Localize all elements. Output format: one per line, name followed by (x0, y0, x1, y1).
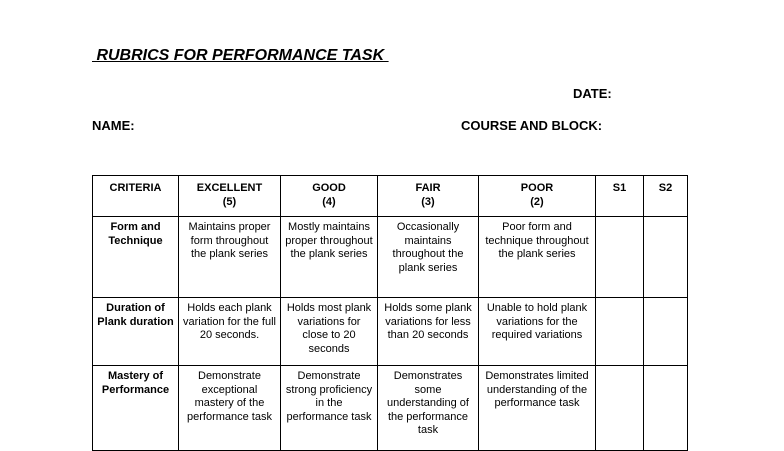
excellent-cell: Holds each plank variation for the full 20 seconds. (179, 298, 281, 366)
fair-cell: Occasionally maintains throughout the plank series (378, 217, 479, 298)
s2-score-cell[interactable] (644, 298, 688, 366)
good-cell: Holds most plank variations for close to 20 seconds (281, 298, 378, 366)
name-label: NAME: (92, 118, 135, 133)
poor-cell: Poor form and technique throughout the plank series (479, 217, 596, 298)
good-cell: Mostly maintains proper throughout the plank series (281, 217, 378, 298)
s1-score-cell[interactable] (596, 366, 644, 451)
s1-score-cell[interactable] (596, 217, 644, 298)
points-fair: (3) (421, 195, 435, 208)
table-row (93, 366, 688, 451)
excellent-cell: Demonstrate exceptional mastery of the performance task (179, 366, 281, 451)
table-row (93, 298, 688, 366)
header-row (93, 176, 688, 217)
good-cell: Demonstrate strong proficiency in the performance task (281, 366, 378, 451)
poor-cell: Unable to hold plank variations for the required variations (479, 298, 596, 366)
header-good: GOOD (4) (281, 176, 378, 217)
criteria-cell: Form and Technique (93, 217, 179, 298)
header-criteria: CRITERIA (93, 176, 179, 217)
s2-score-cell[interactable] (644, 217, 688, 298)
criteria-cell: Duration of Plank duration (93, 298, 179, 366)
header-fair: FAIR (3) (378, 176, 479, 217)
rubric-table (92, 175, 688, 451)
criteria-cell: Mastery of Performance (93, 366, 179, 451)
header-excellent: EXCELLENT (5) (179, 176, 281, 217)
date-label: DATE: (573, 86, 612, 101)
header-s2: S2 (644, 176, 688, 217)
fair-cell: Holds some plank variations for less than 20 seconds (378, 298, 479, 366)
poor-cell: Demonstrates limited understanding of the performance task (479, 366, 596, 451)
s1-score-cell[interactable] (596, 298, 644, 366)
header-s1: S1 (596, 176, 644, 217)
document-title: RUBRICS FOR PERFORMANCE TASK (92, 47, 389, 64)
excellent-cell: Maintains proper form throughout the plank series (179, 217, 281, 298)
header-poor: POOR (2) (479, 176, 596, 217)
fair-cell: Demonstrates some understanding of the performance task (378, 366, 479, 451)
course-and-block-label: COURSE AND BLOCK: (461, 118, 603, 133)
points-poor: (2) (530, 195, 544, 208)
points-good: (4) (322, 195, 336, 208)
table-row (93, 217, 688, 298)
points-excellent: (5) (222, 195, 237, 208)
s2-score-cell[interactable] (644, 366, 688, 451)
